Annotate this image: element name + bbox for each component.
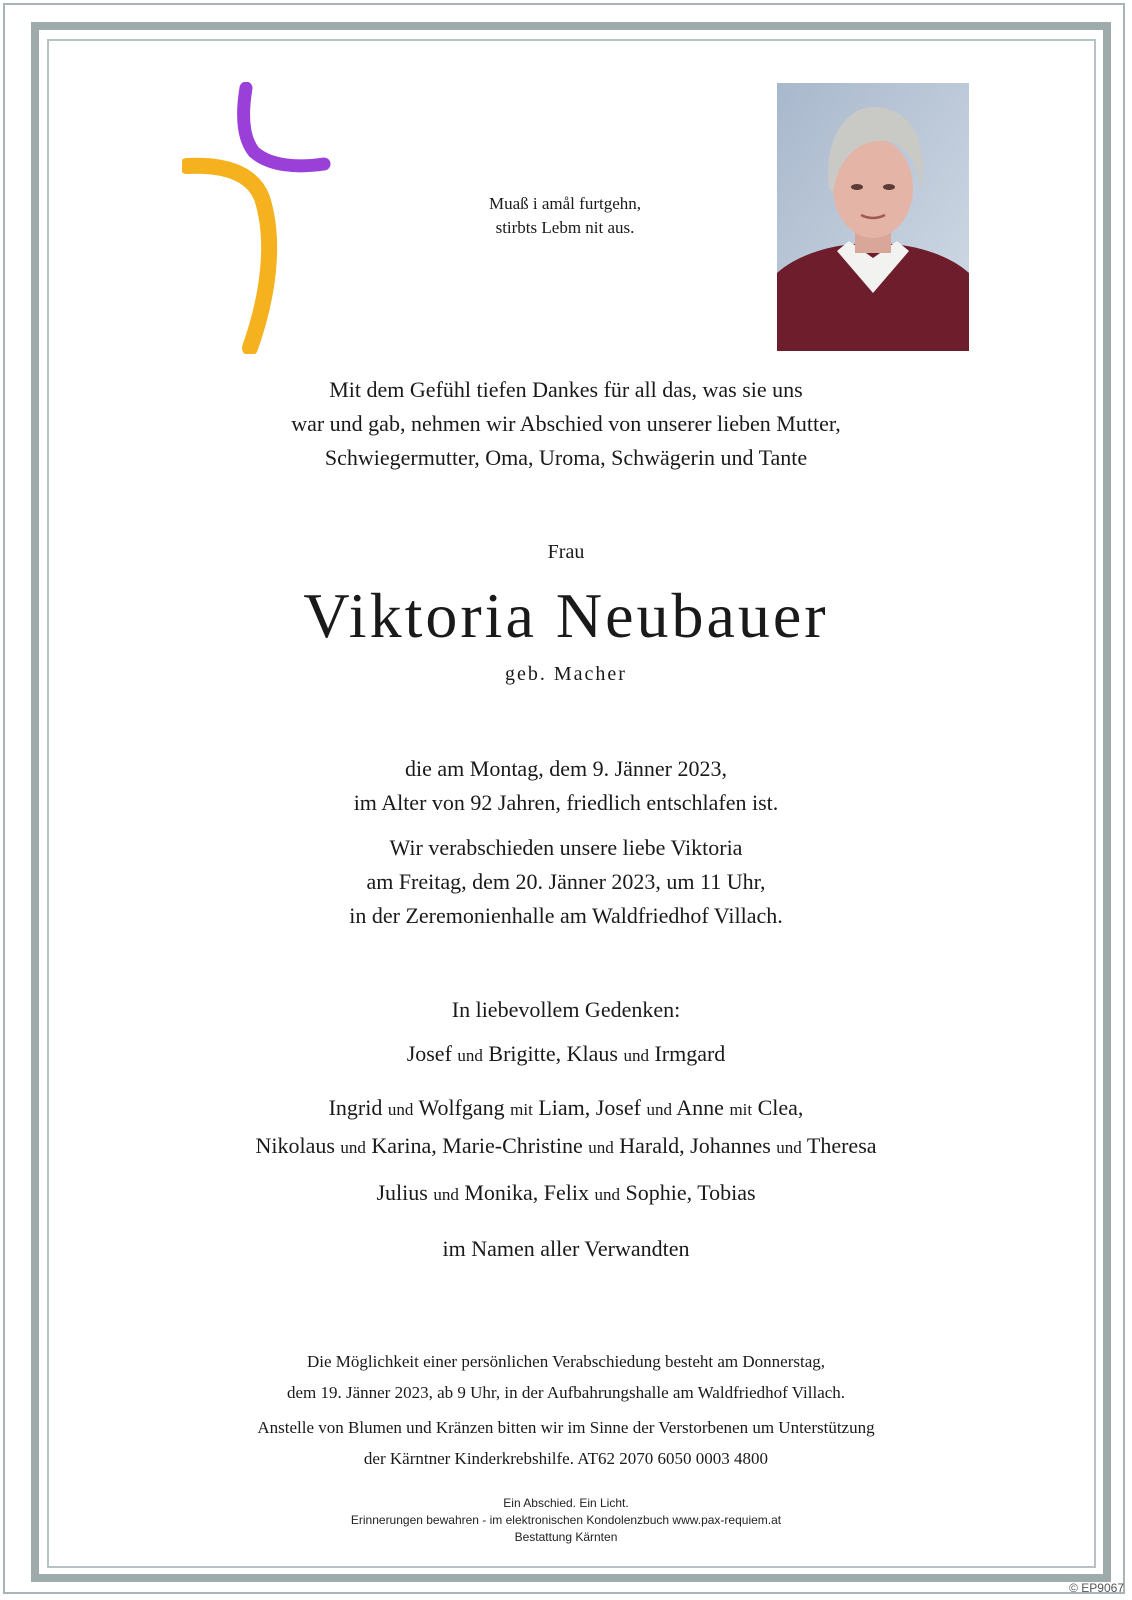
mourner-name: Monika, Felix — [464, 1180, 589, 1205]
mourner-name: Ingrid — [328, 1095, 383, 1120]
conjunction: und — [594, 1185, 620, 1204]
mourner-name: Clea, — [757, 1095, 804, 1120]
death-line: im Alter von 92 Jahren, friedlich entschlafen ist. — [353, 790, 779, 815]
conjunction: und — [588, 1138, 614, 1157]
conjunction: und — [623, 1046, 649, 1065]
mourner-name: Liam, Josef — [538, 1095, 641, 1120]
motto-line: Muaß i amål furtgehn, — [488, 194, 641, 213]
deceased-title: Frau — [547, 541, 585, 563]
death-line: die am Montag, dem 9. Jänner 2023, — [405, 756, 727, 781]
donation-note — [60, 1412, 1072, 1474]
portrait-photo — [777, 83, 969, 351]
deceased-name: Viktoria Neubauer — [303, 580, 829, 651]
mourner-name: Irmgard — [654, 1041, 726, 1066]
mourner-name: Julius — [376, 1180, 428, 1205]
mourner-name: Karina, Marie-Christine — [371, 1133, 583, 1158]
mourners-line — [60, 1178, 1072, 1210]
conjunction: mit — [729, 1100, 753, 1119]
mourners-line — [60, 1131, 1072, 1163]
footer-line: Erinnerungen bewahren - im elektronischen Kondolenzbuch www.pax-requiem.at — [350, 1513, 782, 1527]
farewell-line: in der Zeremonienhalle am Waldfriedhof Villach. — [349, 903, 783, 928]
death-info — [60, 752, 1072, 820]
motto-line: stirbts Lebm nit aus. — [495, 218, 635, 237]
mourner-name: Nikolaus — [255, 1133, 335, 1158]
relatives-line: im Namen aller Verwandten — [442, 1236, 690, 1261]
conjunction: und — [457, 1046, 483, 1065]
conjunction: und — [646, 1100, 672, 1119]
viewing-note — [60, 1346, 1072, 1408]
cross-icon — [182, 82, 337, 354]
mourner-name: Brigitte, Klaus — [488, 1041, 618, 1066]
conjunction: und — [776, 1138, 802, 1157]
mourner-name: Anne — [676, 1095, 724, 1120]
farewell-info — [60, 831, 1072, 933]
motto — [410, 192, 720, 240]
viewing-line: dem 19. Jänner 2023, ab 9 Uhr, in der Aufbahrungshalle am Waldfriedhof Villach. — [286, 1383, 846, 1402]
mourner-name: Sophie, Tobias — [625, 1180, 756, 1205]
intro-line: war und gab, nehmen wir Abschied von unserer lieben Mutter, — [291, 411, 841, 436]
mourner-name: Harald, Johannes — [619, 1133, 771, 1158]
mourners-line — [60, 1039, 1072, 1071]
donation-line: Anstelle von Blumen und Kränzen bitten wir im Sinne der Verstorbenen um Unterstützung — [257, 1418, 875, 1437]
farewell-line: am Freitag, dem 20. Jänner 2023, um 11 Uhr, — [366, 869, 766, 894]
footer — [60, 1495, 1072, 1546]
intro-line: Schwiegermutter, Oma, Uroma, Schwägerin und Tante — [324, 445, 808, 470]
mourner-name: Wolfgang — [418, 1095, 505, 1120]
footer-line: Ein Abschied. Ein Licht. — [503, 1496, 629, 1510]
mourners-line — [60, 1093, 1072, 1125]
intro-text — [60, 373, 1072, 475]
footer-line: Bestattung Kärnten — [514, 1530, 618, 1544]
farewell-line: Wir verabschieden unsere liebe Viktoria — [389, 835, 743, 860]
conjunction: und — [340, 1138, 366, 1157]
conjunction: mit — [510, 1100, 533, 1119]
conjunction: und — [433, 1185, 459, 1204]
intro-line: Mit dem Gefühl tiefen Dankes für all das, was sie uns — [329, 377, 803, 402]
mourner-name: Theresa — [806, 1133, 877, 1158]
memory-heading: In liebevollem Gedenken: — [451, 997, 681, 1022]
template-code: © EP9067 — [1069, 1581, 1124, 1595]
conjunction: und — [387, 1100, 414, 1119]
viewing-line: Die Möglichkeit einer persönlichen Verabschiedung besteht am Donnerstag, — [306, 1352, 826, 1371]
donation-line: der Kärntner Kinderkrebshilfe. AT62 2070 6050 0003 4800 — [363, 1449, 769, 1468]
mourner-name: Josef — [406, 1041, 452, 1066]
maiden-name: geb. Macher — [505, 663, 627, 685]
